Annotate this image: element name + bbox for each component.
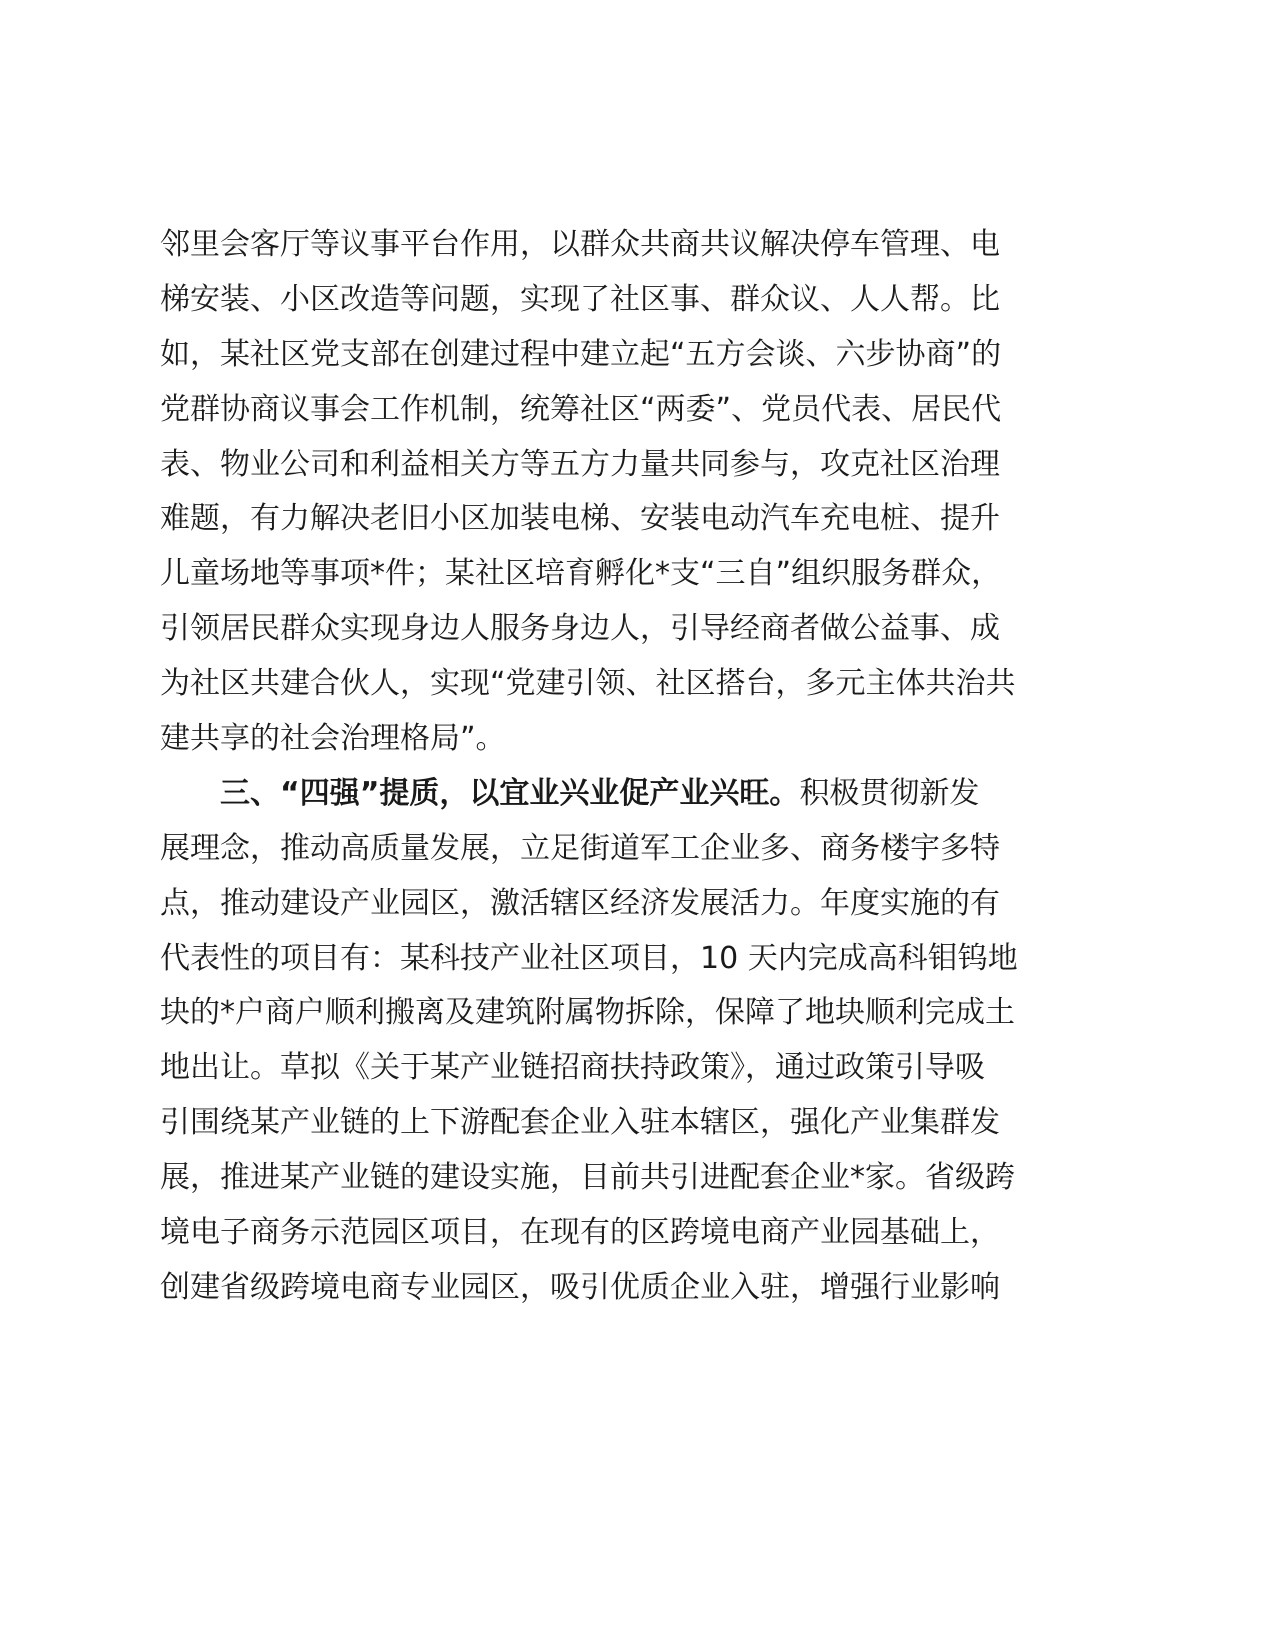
section-3-heading: 三、“四强”提质，以宜业兴业促产业兴旺。 [220,775,800,811]
text-line: 展理念，推动高质量发展，立足街道军工企业多、商务楼宇多特 [160,830,1000,866]
text-line: 梯安装、小区改造等问题，实现了社区事、群众议、人人帮。比 [160,281,1000,317]
text-line: 邻里会客厅等议事平台作用，以群众共商共议解决停车管理、电 [160,227,1000,262]
text-line: 展，推进某产业链的建设实施，目前共引进配套企业*家。省级跨 [160,1160,1015,1196]
text-line: 如，某社区党支部在创建过程中建立起“五方会谈、六步协商”的 [160,336,1002,372]
body-text [160,218,1070,1316]
text-line: 代表性的项目有：某科技产业社区项目，10 天内完成高科钼钨地 [160,940,1018,976]
text-line: 点，推动建设产业园区，激活辖区经济发展活力。年度实施的有 [160,885,1000,921]
text-line: 创建省级跨境电商专业园区，吸引优质企业入驻，增强行业影响 [160,1269,1000,1305]
text-line: 党群协商议事会工作机制，统筹社区“两委”、党员代表、居民代 [160,391,1002,427]
text-line: 为社区共建合伙人，实现“党建引领、社区搭台，多元主体共治共 [160,666,1016,702]
text-line: 地出让。草拟《关于某产业链招商扶持政策》，通过政策引导吸 [160,1050,985,1086]
section-3-first-line-rest: 积极贯彻新发 [799,775,980,811]
text-line: 引围绕某产业链的上下游配套企业入驻本辖区，强化产业集群发 [160,1105,1000,1141]
text-line: 儿童场地等事项*件；某社区培育孵化*支“三自”组织服务群众， [160,556,1002,592]
text-line: 引领居民群众实现身边人服务身边人，引导经商者做公益事、成 [160,611,1000,647]
text-line: 建共享的社会治理格局”。 [160,721,506,757]
text-line: 境电子商务示范园区项目，在现有的区跨境电商产业园基础上， [160,1215,1000,1251]
text-line: 难题，有力解决老旧小区加装电梯、安装电动汽车充电桩、提升 [160,501,1000,537]
text-line: 表、物业公司和利益相关方等五方力量共同参与，攻克社区治理 [160,446,1000,482]
section-heading-line [160,767,1070,822]
text-line: 块的*户商户顺利搬离及建筑附属物拆除，保障了地块顺利完成土 [160,995,1015,1031]
